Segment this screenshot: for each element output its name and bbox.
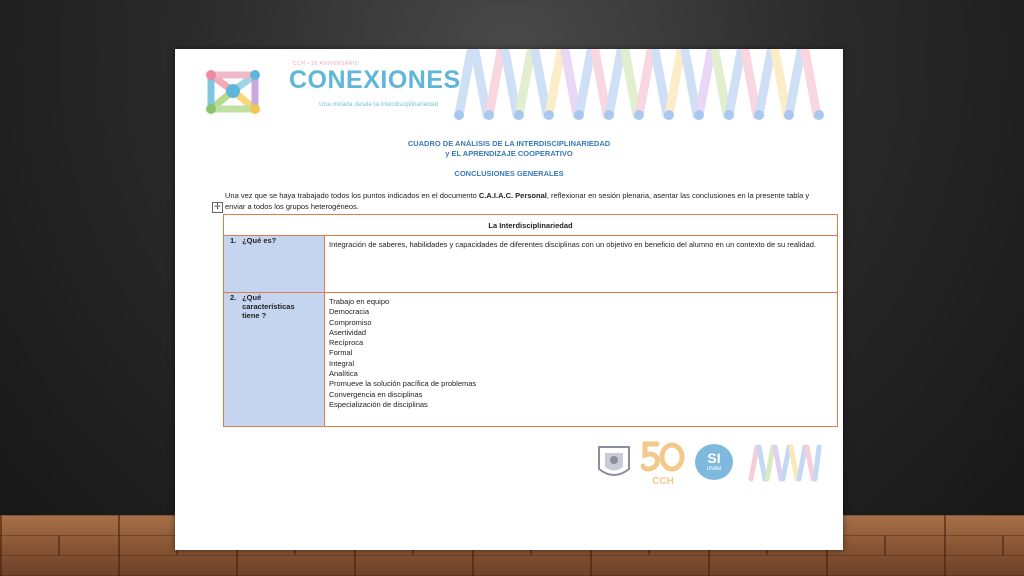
logo-anniversary-text: CCH • 50 ANIVERSARIO xyxy=(293,61,360,67)
intro-paragraph xyxy=(225,190,815,212)
si-text: SI xyxy=(707,450,721,466)
row-content-definition[interactable]: Integración de saberes, habilidades y capacidades de diferentes disciplinas con un objetivo en beneficio del alumno en un contexto de su realidad. xyxy=(325,236,838,293)
cch-label: CCH xyxy=(652,476,674,487)
list-item: Especialización de disciplinas xyxy=(329,399,428,409)
document-title-line1: CUADRO DE ANÁLISIS DE LA INTERDISCIPLINARIEDAD xyxy=(407,139,611,148)
molecule-icon xyxy=(203,61,263,123)
table-header: La Interdisciplinariedad xyxy=(224,215,838,236)
table-move-handle-icon[interactable]: ✛ xyxy=(212,202,223,213)
decorative-stripes xyxy=(453,49,831,127)
list-item: Asertividad xyxy=(329,327,367,337)
intro-text-bold: C.A.I.A.C. Personal xyxy=(478,191,547,200)
list-item: Recíproca xyxy=(329,338,364,348)
list-item: Formal xyxy=(329,348,353,358)
list-item: Convergencia en disciplinas xyxy=(329,389,423,399)
list-item: Compromiso xyxy=(329,317,372,327)
list-item: Trabajo en equipo xyxy=(329,297,390,306)
logo-title: CONEXIONES xyxy=(289,66,461,94)
row-label-text: ¿Qué características tiene ? xyxy=(242,293,295,320)
document-title-line2: y EL APRENDIZAJE COOPERATIVO xyxy=(445,149,573,158)
unam-seal-logo xyxy=(595,443,633,481)
si-unam-logo xyxy=(695,444,737,482)
si-sub: UNAM xyxy=(706,466,722,472)
logo-subtitle: Una mirada desde la interdisciplinariedad xyxy=(319,101,439,108)
table-row xyxy=(224,236,838,293)
mini-stripes-logo xyxy=(747,443,823,483)
list-item: Analítica xyxy=(329,369,358,379)
row-label-characteristics xyxy=(224,293,325,427)
list-item: Integral xyxy=(329,358,355,368)
conexiones-logo xyxy=(203,61,461,123)
footer-logos xyxy=(595,439,835,487)
list-item: Democracia xyxy=(329,307,370,317)
intro-text-part2: , reflexionar en sesión plenaria, asentar las conclusiones en la presente tabla y enviar a todos los grupos heterogéneos. xyxy=(225,191,810,211)
fifty-icon xyxy=(641,441,685,473)
document-page xyxy=(175,49,843,550)
row-number: 2. xyxy=(230,293,237,302)
interdisciplinarity-table xyxy=(223,214,838,427)
row-label-text: ¿Qué es? xyxy=(242,236,277,245)
row-label-what-is xyxy=(224,236,325,293)
intro-text-part1: Una vez que se haya trabajado todos los puntos indicados en el documento xyxy=(225,191,479,200)
characteristics-list xyxy=(329,297,833,410)
document-section-title: CONCLUSIONES GENERALES xyxy=(454,169,564,178)
row-content-characteristics[interactable] xyxy=(325,293,838,427)
list-item: Promueve la solución pacífica de problemas xyxy=(329,379,477,389)
cch-50-logo xyxy=(641,441,685,487)
row-number: 1. xyxy=(230,236,237,245)
table-row xyxy=(224,293,838,427)
